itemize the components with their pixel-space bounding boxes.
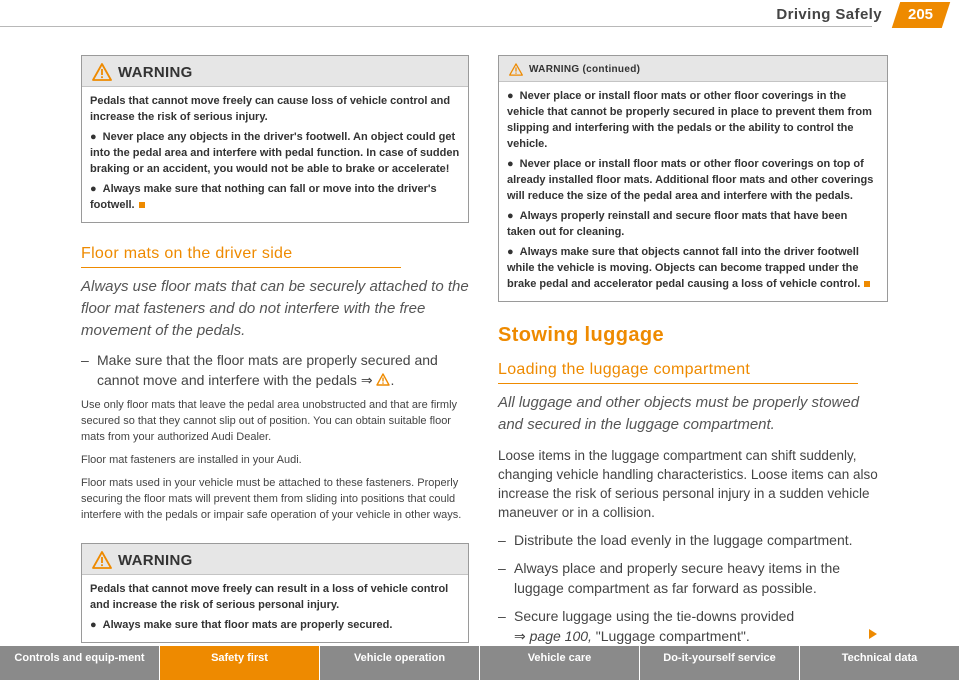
instruction-step: – Distribute the load evenly in the luggage compartment. — [498, 532, 853, 548]
warning-triangle-icon — [92, 551, 112, 569]
page-number: 205 — [908, 6, 934, 23]
warning-title: WARNING (continued) — [529, 64, 641, 75]
warning-title: WARNING — [118, 551, 193, 569]
section-title-floor-mats: Floor mats on the driver side — [81, 245, 401, 268]
section-intro: All luggage and other objects must be properly stowed and secured in the luggage compartment. — [498, 394, 860, 433]
warning-header — [82, 544, 468, 575]
instruction-step: – Secure luggage using the tie-downs provided ⇒ page 100, "Luggage compartment". — [498, 608, 795, 644]
right-column — [498, 55, 888, 646]
bullet-dot: ● — [90, 619, 97, 631]
instruction-step: – Always place and properly secure heavy items in the luggage compartment as far forward as possible. — [498, 560, 841, 596]
warning-triangle-icon — [509, 63, 523, 76]
body-paragraph: Loose items in the luggage compartment can shift suddenly, changing vehicle handling characteristics. Loose items can also increase the risk of serious personal injury in a sudden vehicle maneuver or in a collision. — [498, 448, 878, 520]
tab-safety-first[interactable]: Safety first — [160, 646, 320, 680]
chapter-tab-bar — [0, 646, 960, 680]
dash-marker: – — [81, 352, 89, 368]
section-title-luggage-compartment: Loading the luggage compartment — [498, 361, 858, 384]
warning-lead: Pedals that cannot move freely can cause loss of vehicle control and increase the risk of serious injury. — [90, 95, 451, 123]
warning-body — [82, 87, 468, 222]
warning-header — [499, 56, 887, 82]
warning-body — [499, 82, 887, 301]
warning-lead: Pedals that cannot move freely can result in a loss of vehicle control and increase the risk of serious personal injury. — [90, 583, 449, 611]
warning-box-pedals — [81, 55, 469, 223]
dash-marker: – — [498, 532, 506, 548]
tab-vehicle-care[interactable]: Vehicle care — [480, 646, 640, 680]
warning-box-floor-mats — [81, 543, 469, 643]
warning-body — [82, 575, 468, 642]
bullet-dot: ● — [507, 90, 514, 102]
warning-reference-icon[interactable] — [376, 373, 390, 386]
continued-arrow-icon — [868, 628, 878, 640]
warning-bullet: ● Always make sure that floor mats are properly secured. — [90, 619, 393, 631]
bullet-dot: ● — [507, 210, 514, 222]
warning-header — [82, 56, 468, 87]
tab-do-it-yourself-service[interactable]: Do-it-yourself service — [640, 646, 800, 680]
warning-bullet: ● Always make sure that nothing can fall or move into the driver's footwell. — [90, 183, 437, 211]
dash-marker: – — [498, 608, 506, 624]
page-header-title: Driving Safely — [776, 6, 882, 23]
warning-bullet: ● Never place any objects in the driver's footwell. An object could get into the pedal area and interfere with pedal function. In case of sudden braking or an accident, you would not be able to brake or accelerate! — [90, 131, 460, 175]
section-intro: Always use floor mats that can be securely attached to the floor mat fasteners and do not interfere with the free movement of the pedals. — [81, 278, 469, 339]
tab-technical-data[interactable]: Technical data — [800, 646, 960, 680]
warning-bullet: ● Never place or install floor mats or other floor coverings in the vehicle that cannot be properly secured in place to prevent them from slipping and interfering with the pedals or the ability to control the vehicle. — [507, 90, 872, 150]
page-reference-link[interactable]: ⇒ page 100, — [514, 628, 592, 644]
bullet-dot: ● — [507, 158, 514, 170]
warning-bullet: ● Never place or install floor mats or other floor coverings on top of already installed floor mats. Additional floor mats and other coverings will reduce the size of the pedal area and interfere with the pedals. — [507, 158, 874, 202]
body-paragraph: Floor mats used in your vehicle must be attached to these fasteners. Properly securing the floor mats will prevent them from sliding into positions that could interfere with the pedals or impair safe operation of your vehicle in other ways. — [81, 477, 462, 521]
body-paragraph: Floor mat fasteners are installed in your Audi. — [81, 454, 302, 466]
warning-bullet: ● Always make sure that objects cannot fall into the driver footwell while the vehicle is moving. Objects can become trapped under the brake pedal and accelerator pedal causing a loss of vehicle control. — [507, 244, 879, 292]
warning-bullet: ● Always properly reinstall and secure floor mats that have been taken out for cleaning. — [507, 210, 848, 238]
chapter-title-stowing-luggage: Stowing luggage — [498, 324, 664, 346]
body-paragraph: Use only floor mats that leave the pedal area unobstructed and that are firmly secured so that they cannot slip out of position. You can obtain suitable floor mats from your authorized Audi Dealer. — [81, 399, 458, 443]
tab-vehicle-operation[interactable]: Vehicle operation — [320, 646, 480, 680]
bullet-dot: ● — [90, 183, 97, 195]
section-end-marker — [864, 281, 870, 287]
left-column — [81, 55, 469, 643]
section-end-marker — [139, 202, 145, 208]
instruction-step: – Make sure that the floor mats are properly secured and cannot move and interfere with the pedals ⇒ . — [81, 352, 438, 388]
page-number-badge — [892, 2, 950, 28]
warning-box-continued — [498, 55, 888, 302]
header-rule — [0, 26, 872, 27]
bullet-dot: ● — [90, 131, 97, 143]
tab-controls-and-equipment[interactable]: Controls and equip-ment — [0, 646, 160, 680]
bullet-dot: ● — [507, 246, 514, 258]
dash-marker: – — [498, 560, 506, 576]
warning-triangle-icon — [92, 63, 112, 81]
warning-title: WARNING — [118, 63, 193, 81]
